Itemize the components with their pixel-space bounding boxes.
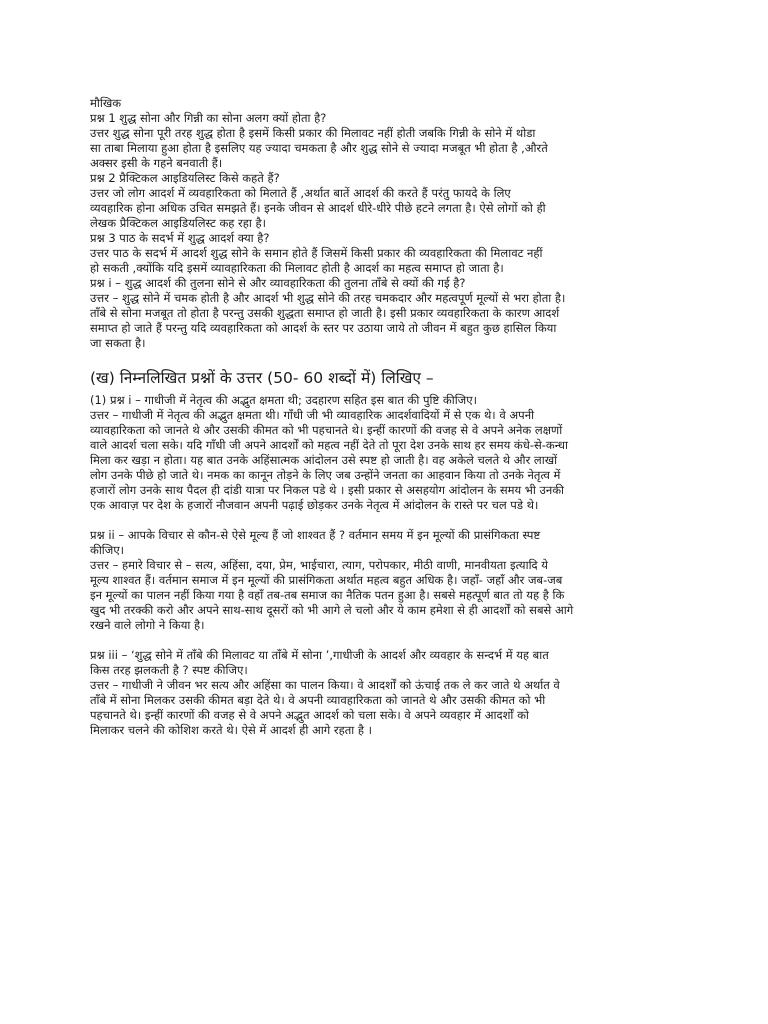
kh-answer-1-line-1: उत्तर – गाधीजी में नेतृत्व की अद्भुत क्षमता थी। गाँधी जी भी व्यावहारिक आदर्शवादियों में से एक थे। वे अपनी <box>90 408 535 422</box>
kh-question-block-1 <box>90 393 690 513</box>
kh-answer-3-line-2: ताँबे में सोना मिलकर उसकी कीमत बड़ा देते थे। वे अपनी व्यावहारिकता को जानते थे और उसकी कीमत को भी <box>90 693 546 707</box>
answer-1-line-1: उत्तर शुद्ध सोना पूरी तरह शुद्ध होता है इसमें किसी प्रकार की मिलावट नहीं होती जबकि गिन्नी के सोने में थोडा <box>90 126 536 140</box>
kh-answer-1-line-3: वाले आदर्श चला सके। यदि गाँधी जी अपने आदर्शों को महत्व नहीं देते तो पूरा देश उनके साथ हर समय कंधे-से-कन्धा <box>90 438 568 452</box>
question-3: प्रश्न 3 पाठ के सदर्भ में शुद्ध आदर्श क्या है? <box>90 231 270 245</box>
section-heading-kh: (ख) निम्नलिखित प्रश्नों के उत्तर (50- 60 शब्दों में) लिखिए – <box>90 369 434 387</box>
kh-question-2-line-2: कीजिए। <box>90 543 125 557</box>
kh-answer-2-line-1: उत्तर – हमारे विचार से – सत्य, अहिंसा, दया, प्रेम, भाईचारा, त्याग, परोपकार, मीठी वाणी, मानवीयता इत्यादि ये <box>90 558 548 572</box>
kh-answer-1-line-6: हजारों लोग उनके साथ पैदल ही दांडी यात्रा पर निकल पडे थे । इसी प्रकार से असहयोग आंदोलन के समय भी उनकी <box>90 483 565 497</box>
kh-question-3-line-1: प्रश्न iii – ‘शुद्ध सोने में ताँबे की मिलावट या ताँबे में सोना ’,गाधीजी के आदर्श और व्यवहार के सन्दर्भ में यह बात <box>90 648 549 662</box>
spacer <box>90 633 690 648</box>
question-i-top: प्रश्न i – शुद्ध आदर्श की तुलना सोने से और व्यावहारिकता की तुलना ताँबे से क्यों की गई है? <box>90 276 466 290</box>
answer-i-top-line-3: समाप्त हो जाते हैं परन्तु यदि व्यवहारिकता को आदर्श के स्तर पर उठाया जाये तो जीवन में बहुत कुछ हासिल किया <box>90 321 557 335</box>
kh-answer-3-line-3: पहचानते थे। इन्हीं कारणों की वजह से वे अपने अद्भुत आदर्श को चला सके। वे अपने व्यवहार में आदर्शों को <box>90 708 529 722</box>
kh-question-2-line-1: प्रश्न ii – आपके विचार से कौन-से ऐसे मूल्य हैं जो शाश्वत हैं ? वर्तमान समय में इन मूल्यों की प्रासंगिकता स्पष्ट <box>90 528 541 542</box>
spacer <box>90 513 690 528</box>
kh-answer-2-line-4: खुद भी तरक्की करो और अपने साथ-साथ दूसरों को भी आगे ले चलो और ये काम हमेशा से ही आदर्शों को सबसे आगे <box>90 603 574 617</box>
answer-3-line-2: हो सकती ,क्योंकि यदि इसमें व्यावहारिकता की मिलावट होती है आदर्श का महत्व समाप्त हो जाता है। <box>90 261 504 275</box>
kh-answer-2-line-5: रखने वाले लोगो ने किया है। <box>90 618 205 632</box>
answer-i-top-line-2: ताँबे से सोना मजबूत तो होता है परन्तु उसकी शुद्धता समाप्त हो जाती है। इसी प्रकार व्यवहारिकता के कारण आदर्श <box>90 306 560 320</box>
answer-i-top-line-4: जा सकता है। <box>90 336 146 350</box>
question-block-1 <box>90 111 690 171</box>
kh-answer-2-line-2: मूल्य शाश्वत हैं। वर्तमान समाज में इन मूल्यों की प्रासंगिकता अर्थात महत्व बहुत अधिक है। जहाँ- जहाँ और जब-जब <box>90 573 563 587</box>
answer-2-line-1: उत्तर जो लोग आदर्श में व्यवहारिकता को मिलाते हैं ,अर्थात बातें आदर्श की करते हैं परंतु फायदे के लिए <box>90 186 511 200</box>
kh-answer-2-line-3: इन मूल्यों का पालन नहीं किया गया है वहाँ तब-तब समाज का नैतिक पतन हुआ है। सबसे महत्पूर्ण बात तो यह है कि <box>90 588 565 602</box>
answer-1-line-2: सा ताबा मिलाया हुआ होता है इसलिए यह ज्यादा चमकता है और शुद्ध सोने से ज्यादा मजबूत भी होता है ,औरते <box>90 141 548 155</box>
kh-answer-3-line-4: मिलाकर चलने की कोशिश करते थे। ऐसे में आदर्श ही आगे रहता है । <box>90 723 373 737</box>
question-2: प्रश्न 2 प्रैक्टिकल आइडियलिस्ट किसे कहते हैं? <box>90 171 280 185</box>
question-1: प्रश्न 1 शुद्ध सोना और गिन्नी का सोना अलग क्यों होता है? <box>90 111 327 125</box>
kh-question-block-3 <box>90 648 690 738</box>
question-block-2 <box>90 171 690 231</box>
kh-question-block-2 <box>90 528 690 633</box>
kh-answer-3-line-1: उत्तर – गाधीजी ने जीवन भर सत्य और अहिंसा का पालन किया। वे आदर्शों को ऊंचाई तक ले कर जाते थे अर्थात वे <box>90 678 560 692</box>
section-title-oral: मौखिक <box>90 96 122 110</box>
document-page <box>90 96 690 738</box>
answer-2-line-2: व्यवहारिक होना अधिक उचित समझते हैं। इनके जीवन से आदर्श धीरे-धीरे पीछे हटने लगता है। ऐसे लोगों को ही <box>90 201 546 215</box>
answer-3-line-1: उत्तर पाठ के सदर्भ में आदर्श शुद्ध सोने के समान होते हैं जिसमें किसी प्रकार की व्यवहारिकता की मिलावट नहीं <box>90 246 543 260</box>
kh-answer-1-line-5: लोग उनके पीछे हो जाते थे। नमक का कानून तोड़ने के लिए जब उन्होंने जनता का आहवान किया तो उनके नेतृत्व में <box>90 468 561 482</box>
kh-answer-1-line-2: व्यावहारिकता को जानते थे और उसकी कीमत को भी पहचानते थे। इन्हीं कारणों की वजह से वे अपने अनेक लक्षणों <box>90 423 563 437</box>
answer-1-line-3: अक्सर इसी के गहने बनवाती हैं। <box>90 156 223 170</box>
question-block-i-top <box>90 276 690 351</box>
kh-question-1: (1) प्रश्न i – गाधीजी में नेतृत्व की अद्भुत क्षमता थी; उदहारण सहित इस बात की पुष्टि कीजिए। <box>90 393 477 407</box>
kh-answer-1-line-4: मिला कर खड़ा न होता। यह बात उनके अहिंसात्मक आंदोलन उसे स्पष्ट हो जाती है। वह अकेले चलते थे और लाखों <box>90 453 558 467</box>
answer-2-line-3: लेखक प्रैक्टिकल आइडियलिस्ट कह रहा है। <box>90 216 266 230</box>
kh-answer-1-line-7: एक आवाज़ पर देश के हजारों नौजवान अपनी पढ़ाई छोड़कर उनके नेतृत्व में आंदोलन के रास्ते पर चल पडे थे। <box>90 498 539 512</box>
kh-question-3-line-2: किस तरह झलकती है ? स्पष्ट कीजिए। <box>90 663 248 677</box>
question-block-3 <box>90 231 690 276</box>
answer-i-top-line-1: उत्तर – शुद्ध सोने में चमक होती है और आदर्श भी शुद्ध सोने की तरह चमकदार और महत्वपूर्ण मूल्यों से भरा होता है। <box>90 291 566 305</box>
